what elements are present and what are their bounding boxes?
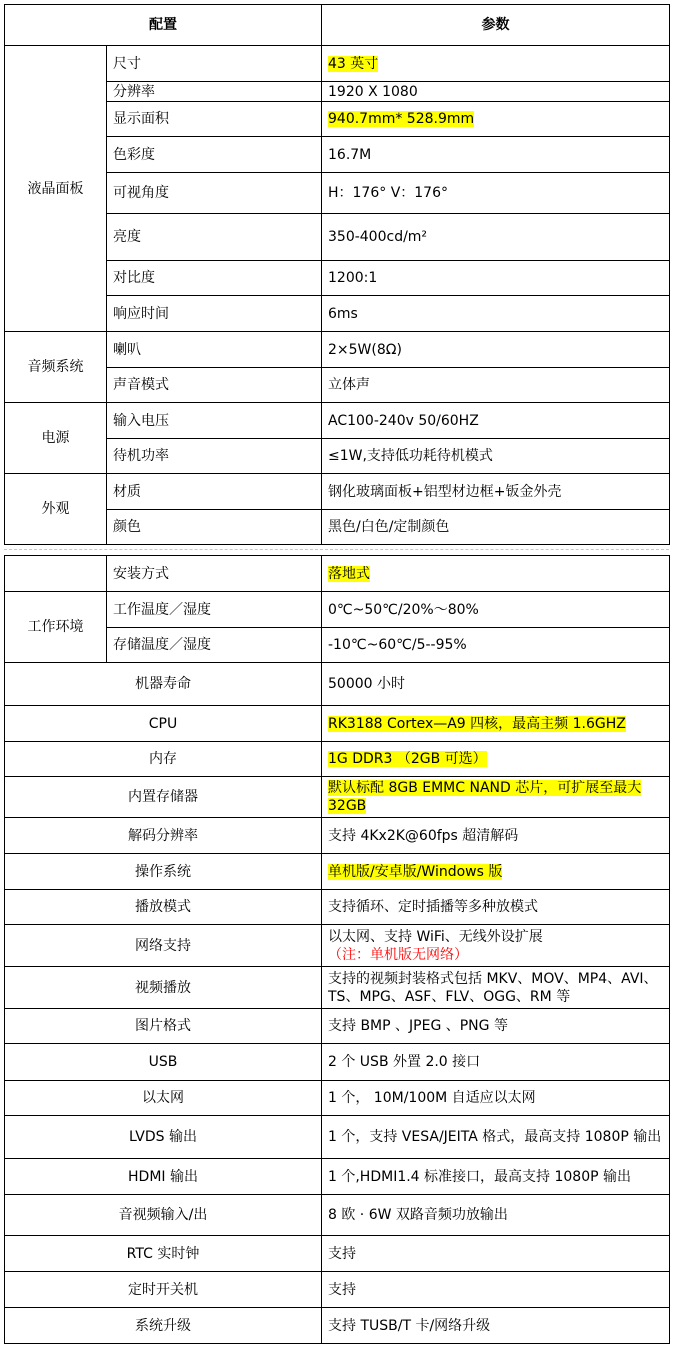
row-label: 材质 (107, 474, 322, 510)
table-row (5, 592, 670, 628)
row-value: 支持 TUSB/T 卡/网络升级 (322, 1308, 670, 1344)
row-label: 安装方式 (107, 556, 322, 592)
table-row (5, 706, 670, 742)
row-value: 16.7M (322, 137, 670, 173)
row-value: 350-400cd/m² (322, 214, 670, 261)
row-value: H：176° V：176° (322, 173, 670, 214)
row-label: 图片格式 (5, 1009, 322, 1044)
row-label: 视频播放 (5, 967, 322, 1009)
row-value: 2 个 USB 外置 2.0 接口 (322, 1044, 670, 1081)
table-row (5, 403, 670, 439)
row-value: 支持 (322, 1236, 670, 1272)
row-label: 可视角度 (107, 173, 322, 214)
row-value: 0℃~50℃/20%～80% (322, 592, 670, 628)
highlighted-value: 落地式 (328, 565, 370, 582)
table-row (5, 777, 670, 818)
row-value (322, 556, 670, 592)
row-label: 内置存储器 (5, 777, 322, 818)
row-label: 分辨率 (107, 82, 322, 102)
highlighted-value: RK3188 Cortex—A9 四核，最高主频 1.6GHZ (328, 715, 626, 732)
row-label: 亮度 (107, 214, 322, 261)
row-value: ≤1W,支持低功耗待机模式 (322, 439, 670, 474)
row-label: 机器寿命 (5, 663, 322, 706)
row-label: 色彩度 (107, 137, 322, 173)
row-label: 系统升级 (5, 1308, 322, 1344)
row-label: 输入电压 (107, 403, 322, 439)
row-value (322, 706, 670, 742)
row-label: 存储温度／湿度 (107, 628, 322, 663)
row-value: 8 欧 · 6W 双路音频功放输出 (322, 1195, 670, 1236)
row-value (322, 854, 670, 890)
row-label: 颜色 (107, 510, 322, 545)
row-value: 1 个,HDMI1.4 标准接口，最高支持 1080P 输出 (322, 1159, 670, 1195)
highlighted-value: 43 英寸 (328, 55, 379, 72)
row-value: 钢化玻璃面板+铝型材边框+钣金外壳 (322, 474, 670, 510)
row-value: 1 个， 10M/100M 自适应以太网 (322, 1081, 670, 1116)
spec-table-bottom (4, 555, 670, 1344)
highlighted-value: 940.7mm* 528.9mm (328, 111, 475, 127)
table-row (5, 1044, 670, 1081)
row-value: 6ms (322, 296, 670, 332)
row-label: USB (5, 1044, 322, 1081)
table-row (5, 967, 670, 1009)
row-label: 音视频输入/出 (5, 1195, 322, 1236)
row-value: 支持的视频封装格式包括 MKV、MOV、MP4、AVI、TS、MPG、ASF、FLV、OGG、RM 等 (322, 967, 670, 1009)
table-row (5, 1159, 670, 1195)
table-row (5, 925, 670, 967)
spec-table-top (4, 4, 670, 545)
header-params: 参数 (322, 5, 670, 46)
row-value: 1200:1 (322, 261, 670, 296)
table-row (5, 854, 670, 890)
table-row (5, 1272, 670, 1308)
row-value: -10℃~60℃/5--95% (322, 628, 670, 663)
table-row (5, 1308, 670, 1344)
table-row (5, 1236, 670, 1272)
table-row (5, 1195, 670, 1236)
row-value: 支持 4Kx2K@60fps 超清解码 (322, 818, 670, 854)
category-env: 工作环境 (5, 592, 107, 663)
table-row (5, 1116, 670, 1159)
category-power: 电源 (5, 403, 107, 474)
row-value (322, 777, 670, 818)
network-note: （注：单机版无网络） (328, 946, 468, 963)
header-config: 配置 (5, 5, 322, 46)
row-value: 50000 小时 (322, 663, 670, 706)
row-label: RTC 实时钟 (5, 1236, 322, 1272)
row-label: 解码分辨率 (5, 818, 322, 854)
row-value: 立体声 (322, 368, 670, 403)
row-label: CPU (5, 706, 322, 742)
row-label: 喇叭 (107, 332, 322, 368)
row-label: 尺寸 (107, 46, 322, 82)
network-value: 以太网、支持 WiFi、无线外设扩展 (328, 928, 543, 945)
table-row (5, 332, 670, 368)
table-row (5, 556, 670, 592)
row-label: 播放模式 (5, 890, 322, 925)
table-row (5, 818, 670, 854)
table-row (5, 1009, 670, 1044)
row-value: 1 个，支持 VESA/JEITA 格式，最高支持 1080P 输出 (322, 1116, 670, 1159)
table-row (5, 46, 670, 82)
row-value: 2×5W(8Ω) (322, 332, 670, 368)
table-row (5, 1081, 670, 1116)
row-label: 显示面积 (107, 102, 322, 137)
category-lcd: 液晶面板 (5, 46, 107, 332)
row-label: 操作系统 (5, 854, 322, 890)
header-row (5, 5, 670, 46)
row-value: AC100-240v 50/60HZ (322, 403, 670, 439)
row-label: 工作温度／湿度 (107, 592, 322, 628)
empty-cell (5, 556, 107, 592)
table-row (5, 663, 670, 706)
highlighted-value: 1G DDR3 （2GB 可选） (328, 751, 487, 767)
table-row (5, 890, 670, 925)
row-value (322, 925, 670, 967)
row-value (322, 102, 670, 137)
category-appearance: 外观 (5, 474, 107, 545)
row-label: 定时开关机 (5, 1272, 322, 1308)
category-audio: 音频系统 (5, 332, 107, 403)
row-label: 待机功率 (107, 439, 322, 474)
row-label: 对比度 (107, 261, 322, 296)
table-row (5, 474, 670, 510)
row-value: 支持 BMP 、JPEG 、PNG 等 (322, 1009, 670, 1044)
row-label: 以太网 (5, 1081, 322, 1116)
row-value (322, 742, 670, 777)
row-label: LVDS 输出 (5, 1116, 322, 1159)
row-value: 1920 X 1080 (322, 82, 670, 102)
row-value (322, 46, 670, 82)
highlighted-value: 单机版/安卓版/Windows 版 (328, 863, 503, 880)
row-label: 内存 (5, 742, 322, 777)
row-value: 支持 (322, 1272, 670, 1308)
table-row (5, 742, 670, 777)
row-label: HDMI 输出 (5, 1159, 322, 1195)
row-label: 声音模式 (107, 368, 322, 403)
row-value: 黑色/白色/定制颜色 (322, 510, 670, 545)
row-label: 响应时间 (107, 296, 322, 332)
row-value: 支持循环、定时插播等多种放模式 (322, 890, 670, 925)
page-break-divider (4, 549, 669, 550)
row-label: 网络支持 (5, 925, 322, 967)
highlighted-value: 默认标配 8GB EMMC NAND 芯片，可扩展至最大 32GB (328, 780, 642, 814)
